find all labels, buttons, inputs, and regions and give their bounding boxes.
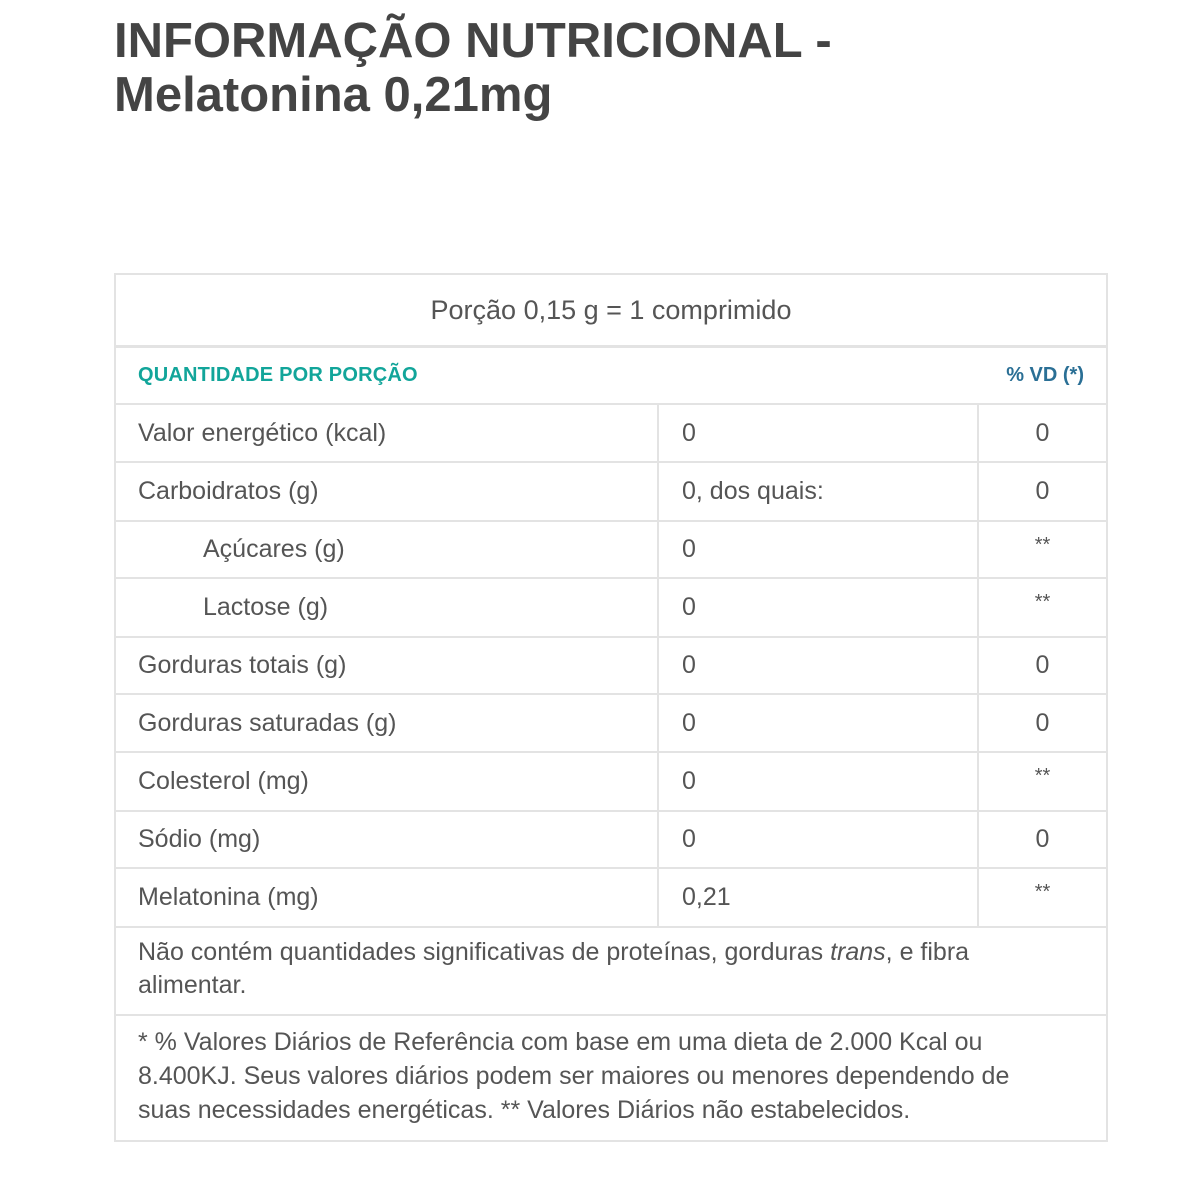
note-text-italic: trans <box>830 938 886 966</box>
nutrient-daily-value: 0 <box>1035 477 1050 505</box>
nutrient-label: Sódio (mg) <box>116 812 659 867</box>
table-row <box>116 753 1106 812</box>
note-text-before: Não contém quantidades significativas de proteínas, gorduras <box>138 938 831 966</box>
table-row <box>116 812 1106 869</box>
nutrient-daily-value: ** <box>1034 591 1051 613</box>
nutrient-label: Melatonina (mg) <box>116 869 659 926</box>
note-text-after: , e fibra alimentar. <box>138 938 970 999</box>
title-line-1: INFORMAÇÃO NUTRICIONAL - <box>114 14 832 68</box>
nutrient-amount: 0 <box>659 812 979 867</box>
daily-values-footnote: * % Valores Diários de Referência com base em uma dieta de 2.000 Kcal ou 8.400KJ. Seus valores diários podem ser maiores ou menores dependendo de suas necessidades energéticas. ** Valores Diários não estabelecidos. <box>138 1028 1010 1124</box>
page-title <box>114 14 1014 122</box>
table-row <box>116 638 1106 695</box>
nutrient-label: Gorduras totais (g) <box>116 638 659 693</box>
nutrient-daily-value: ** <box>1034 534 1051 556</box>
nutrient-amount: 0 <box>659 695 979 751</box>
table-row <box>116 522 1106 579</box>
nutrient-amount: 0 <box>659 579 979 636</box>
table-row <box>116 695 1106 753</box>
nutrient-amount: 0 <box>659 638 979 693</box>
daily-value-header: % VD (*) <box>1006 364 1084 386</box>
table-row <box>116 405 1106 463</box>
nutrient-daily-value: 0 <box>1035 825 1050 853</box>
nutrient-amount: 0 <box>659 522 979 577</box>
nutrient-sub-label: Açúcares (g) <box>116 522 659 577</box>
nutrient-amount: 0, dos quais: <box>659 463 979 520</box>
quantity-per-portion-header: QUANTIDADE POR PORÇÃO <box>138 364 418 386</box>
nutrient-amount: 0 <box>659 753 979 810</box>
portion-size: Porção 0,15 g = 1 comprimido <box>116 275 1106 348</box>
nutrient-sub-label: Lactose (g) <box>116 579 659 636</box>
nutrient-label: Carboidratos (g) <box>116 463 659 520</box>
table-row <box>116 869 1106 928</box>
nutrient-daily-value: 0 <box>1035 651 1050 679</box>
nutrient-amount: 0 <box>659 405 979 461</box>
nutrient-daily-value: ** <box>1034 881 1051 903</box>
nutrient-amount: 0,21 <box>659 869 979 926</box>
nutrient-daily-value: 0 <box>1035 708 1050 737</box>
table-header <box>116 348 1106 405</box>
table-row <box>116 463 1106 522</box>
table-row <box>116 579 1106 638</box>
nutrient-label: Gorduras saturadas (g) <box>116 695 659 751</box>
nutrient-daily-value: ** <box>1034 765 1051 787</box>
not-significant-note <box>116 928 1106 1016</box>
nutrition-table <box>114 273 1108 1142</box>
nutrient-label: Colesterol (mg) <box>116 753 659 810</box>
nutrient-label: Valor energético (kcal) <box>116 405 659 461</box>
nutrient-daily-value: 0 <box>1035 418 1050 447</box>
title-line-2: Melatonina 0,21mg <box>114 68 553 122</box>
